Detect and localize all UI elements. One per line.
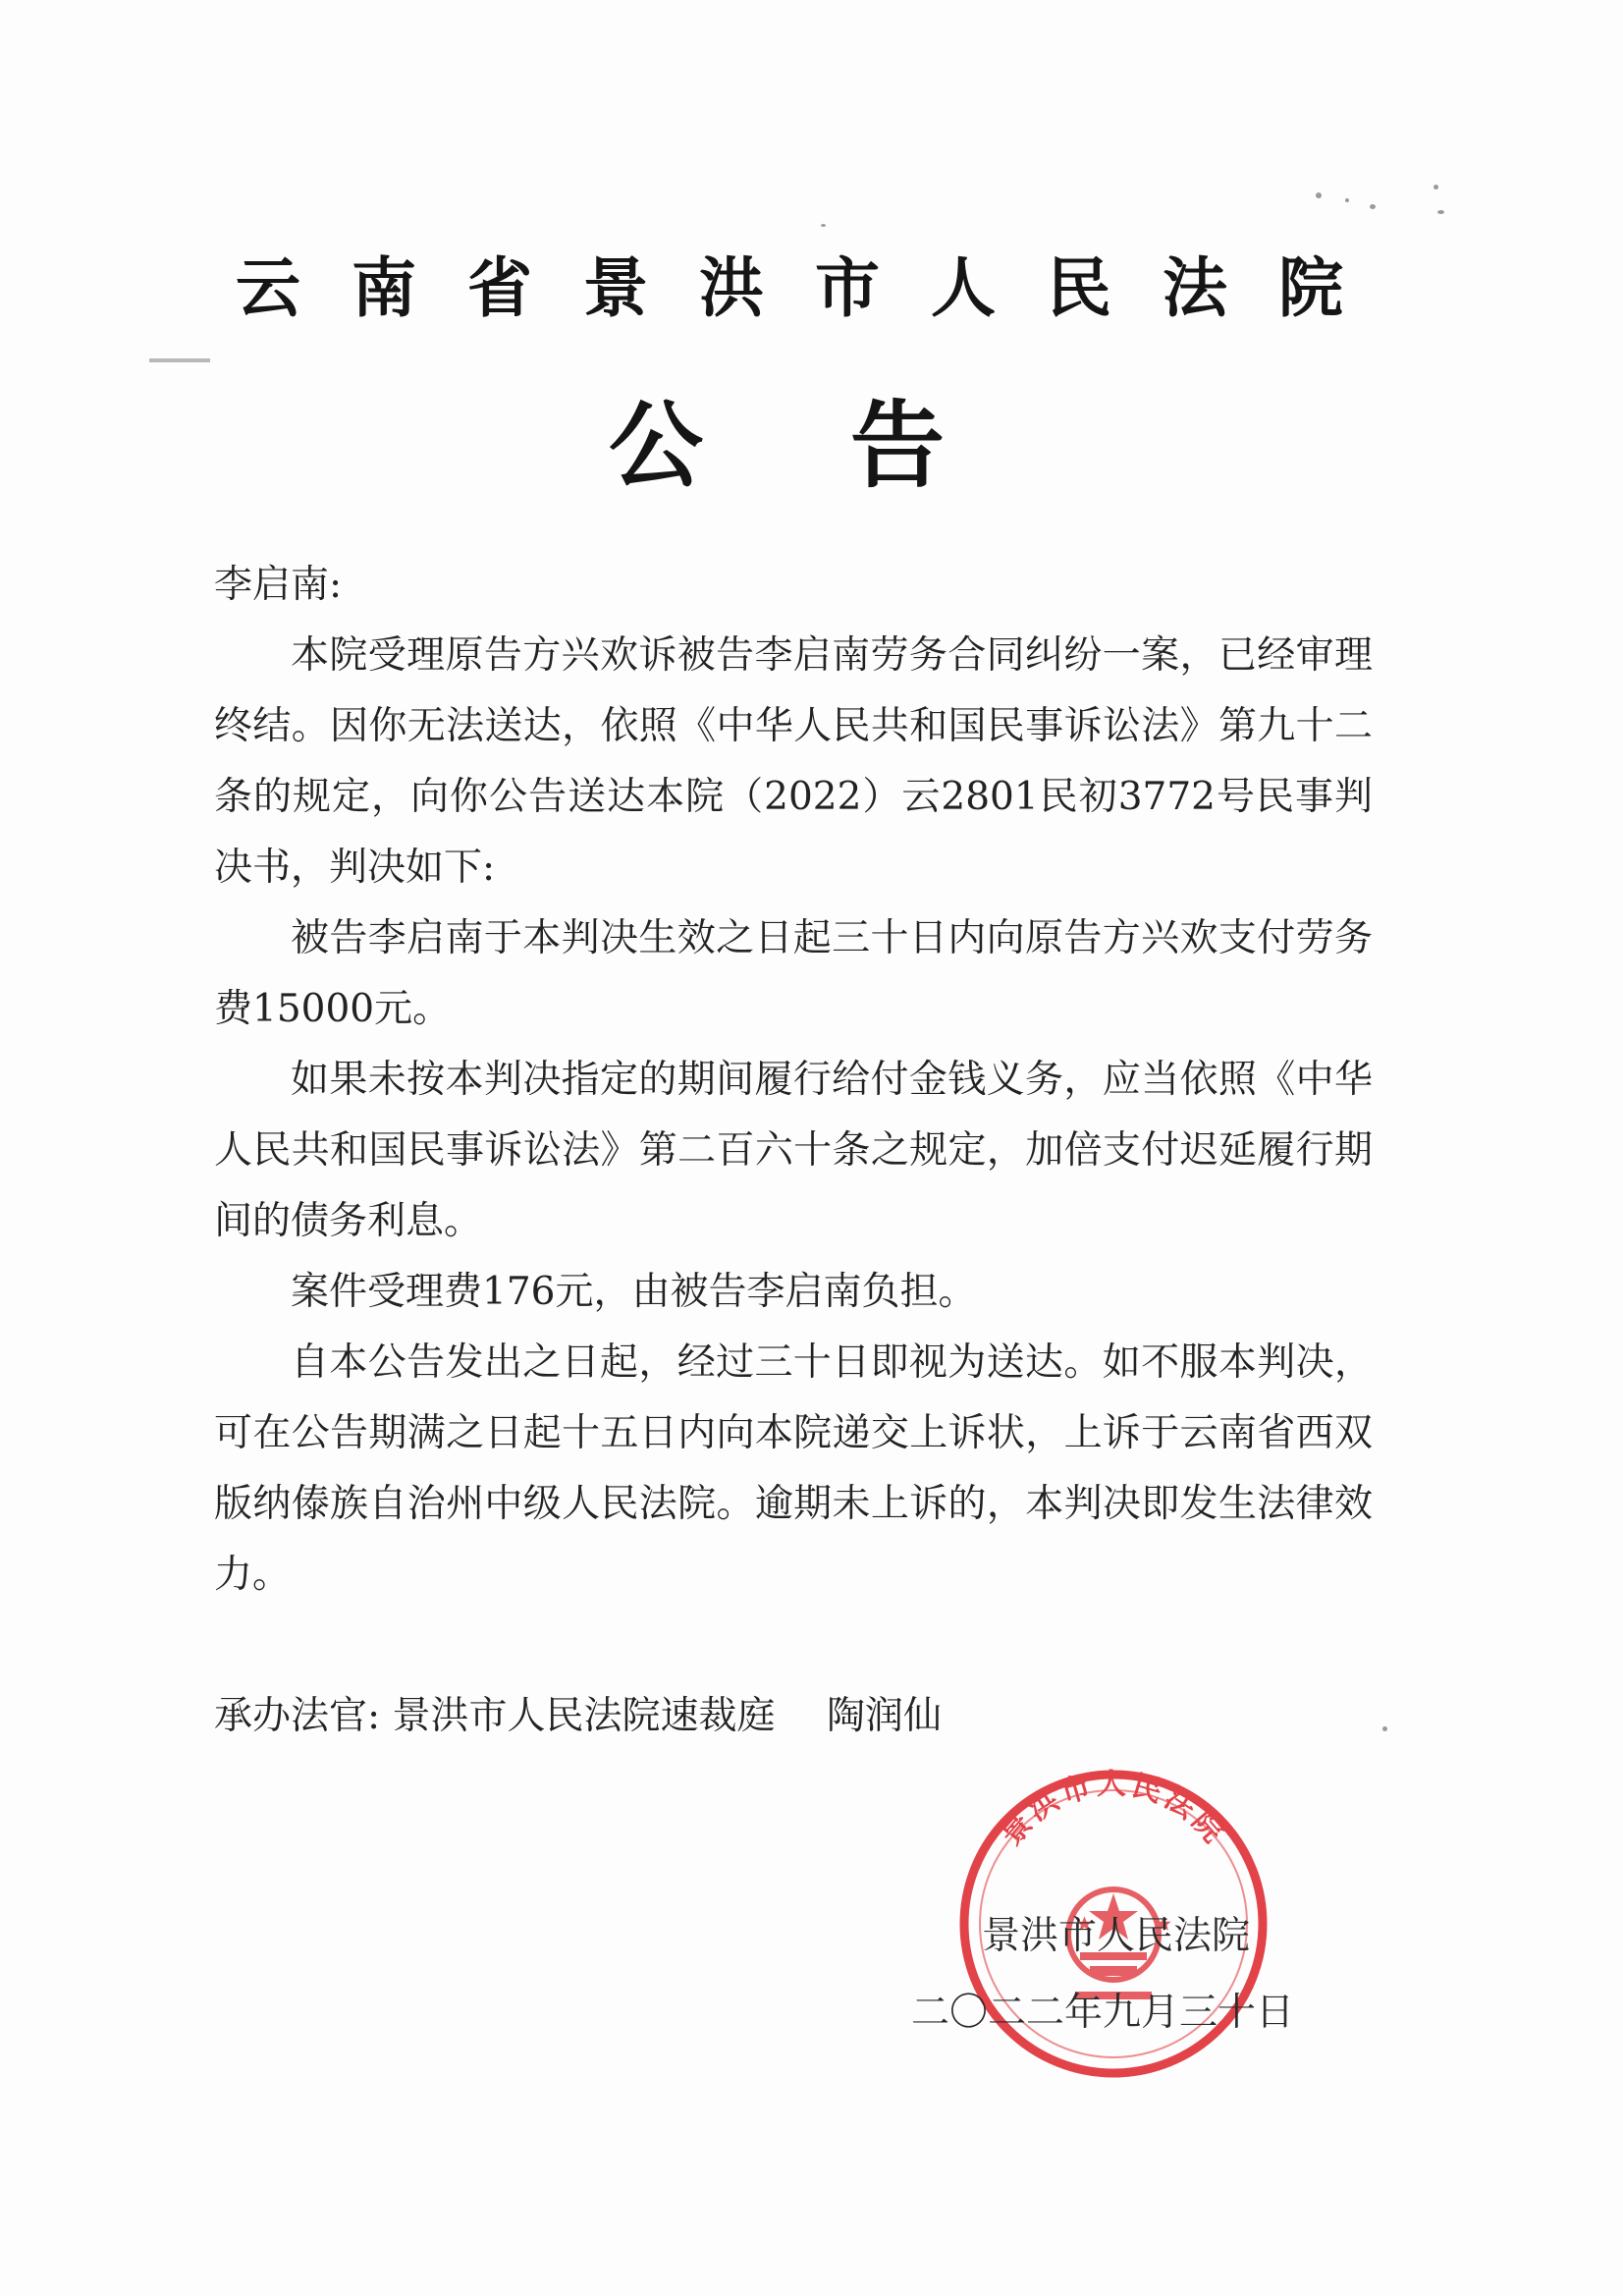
presiding-judge-line: [214, 1687, 942, 1746]
court-name-heading: 云南省景洪市人民法院: [236, 249, 1394, 326]
signature-court: 景洪市人民法院: [982, 1914, 1251, 1958]
scan-artifact: [149, 358, 210, 362]
paragraph-case-summary: 本院受理原告方兴欢诉被告李启南劳务合同纠纷一案，已经审理终结。因你无法送达，依照《中华人民共和国民事诉讼法》第九十二条的规定，向你公告送达本院（2022）云2801民初3772号民事判决书，判决如下:: [214, 633, 1373, 890]
scan-speck: [1434, 185, 1438, 190]
signature-date: 二〇二二年九月三十日: [911, 1991, 1295, 2035]
notice-body: [214, 621, 1373, 1611]
judge-label: 承办法官:: [214, 1694, 381, 1738]
paragraph-judgment: 被告李启南于本判决生效之日起三十日内向原告方兴欢支付劳务费15000元。: [214, 916, 1373, 1031]
paragraph-appeal-notice: 自本公告发出之日起，经过三十日即视为送达。如不服本判决，可在公告期满之日起十五日内向本院递交上诉状，上诉于云南省西双版纳傣族自治州中级人民法院。逾期未上诉的，本判决即发生法律效力。: [214, 1340, 1373, 1597]
notice-heading: 公告: [609, 390, 1092, 501]
svg-text:景洪市人民法院: [995, 1768, 1233, 1852]
scan-speck: [1437, 210, 1444, 214]
scan-speck: [1345, 198, 1349, 202]
paragraph-court-fee: 案件受理费176元，由被告李启南负担。: [291, 1270, 977, 1314]
scan-speck: [1370, 204, 1376, 209]
scan-speck: [1316, 192, 1322, 198]
scan-speck: [1382, 1726, 1387, 1731]
addressee: 李启南:: [214, 563, 343, 607]
judge-name: 陶润仙: [826, 1694, 942, 1738]
judge-department: 景洪市人民法院速裁庭: [392, 1694, 776, 1738]
paragraph-late-interest: 如果未按本判决指定的期间履行给付金钱义务，应当依照《中华人民共和国民事诉讼法》第二百六十条之规定，加倍支付迟延履行期间的债务利息。: [214, 1058, 1373, 1243]
scan-speck: [821, 224, 826, 227]
seal-text: 景洪市人民法院: [994, 1768, 1233, 1853]
